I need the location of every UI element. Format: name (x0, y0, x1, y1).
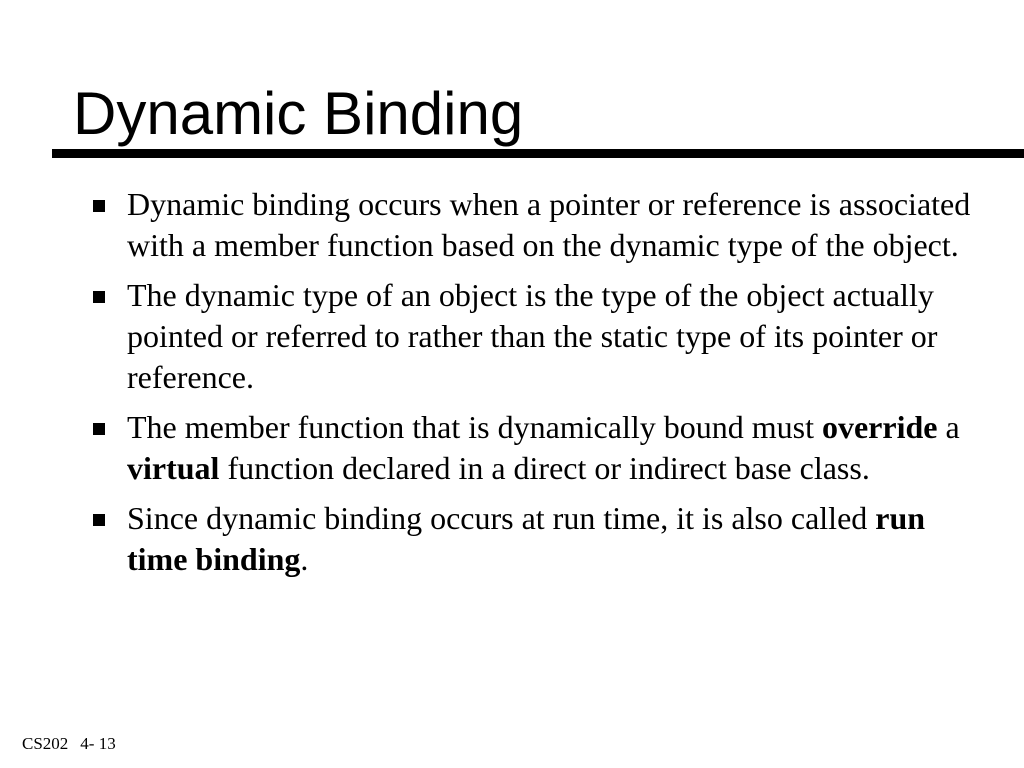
bullet-text-run: . (300, 541, 309, 577)
bullet-text-run: function declared in a direct or indirect base class. (219, 450, 870, 486)
square-bullet-icon (93, 200, 105, 212)
bullet-item (88, 407, 988, 489)
keyword-override: override (821, 409, 938, 445)
bullet-text-run: Since dynamic binding occurs at run time, it is also called (127, 500, 876, 536)
bullet-item (88, 184, 988, 266)
bullet-text (127, 277, 945, 395)
slide-title: Dynamic Binding (73, 80, 524, 147)
slide-footer (22, 734, 116, 754)
keyword-virtual: virtual (127, 450, 220, 486)
bullet-text-run: a (937, 409, 968, 445)
bullet-list (88, 184, 988, 589)
page-number: 4- 13 (80, 734, 116, 753)
bullet-text-run: The dynamic type of an object is the type of the object actually pointed or referred to rather than the static type of its pointer or reference. (127, 277, 946, 395)
square-bullet-icon (93, 423, 105, 435)
bullet-text (127, 186, 978, 263)
bullet-text-run: Dynamic binding occurs when a pointer or reference is associated with a member function based on the dynamic type of the object. (127, 186, 979, 263)
bullet-text-run: The member function that is dynamically bound must (127, 409, 822, 445)
square-bullet-icon (93, 291, 105, 303)
bullet-item (88, 498, 988, 580)
bullet-text (127, 500, 933, 577)
bullet-text (127, 409, 968, 486)
keyword-run-time-binding: run time binding (127, 500, 934, 577)
square-bullet-icon (93, 514, 105, 526)
title-underline (52, 149, 1024, 158)
bullet-item (88, 275, 988, 398)
course-code: CS202 (22, 734, 69, 753)
